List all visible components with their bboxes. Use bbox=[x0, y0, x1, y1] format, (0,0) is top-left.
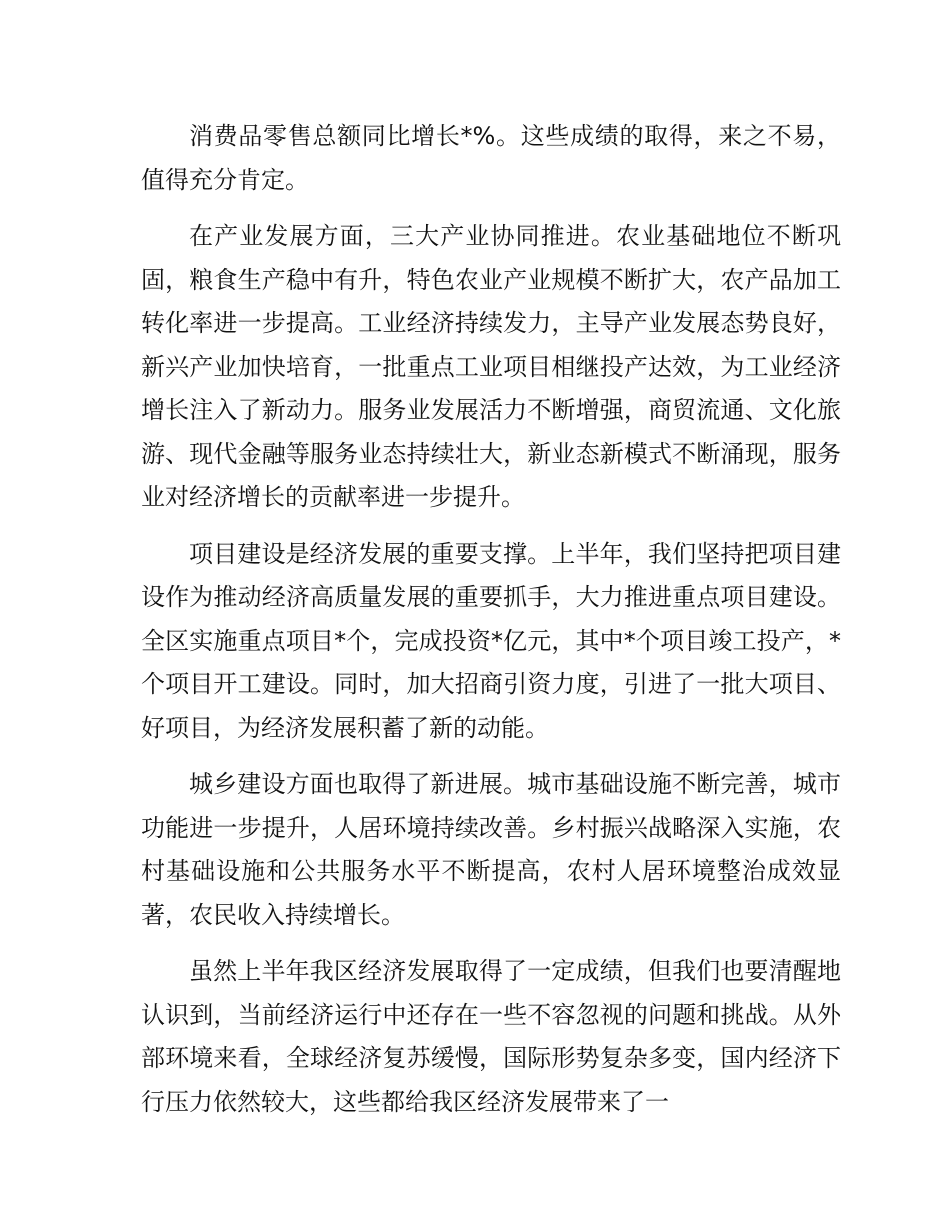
paragraph-3: 项目建设是经济发展的重要支撑。上半年，我们坚持把项目建设作为推动经济高质量发展的重要抓手，大力推进重点项目建设。全区实施重点项目*个，完成投资*亿元，其中*个项目竣工投产，*个项目开工建设。同时，加大招商引资力度，引进了一批大项目、好项目，为经济发展积蓄了新的动能。 bbox=[141, 539, 841, 742]
paragraph-5: 虽然上半年我区经济发展取得了一定成绩，但我们也要清醒地认识到，当前经济运行中还存在一些不容忽视的问题和挑战。从外部环境来看，全球经济复苏缓慢，国际形势复杂多变，国内经济下行压力依然较大，这些都给我区经济发展带来了一 bbox=[141, 957, 841, 1116]
document-body bbox=[141, 115, 841, 1137]
paragraph-2: 在产业发展方面，三大产业协同推进。农业基础地位不断巩固，粮食生产稳中有升，特色农业产业规模不断扩大，农产品加工转化率进一步提高。工业经济持续发力，主导产业发展态势良好，新兴产业加快培育，一批重点工业项目相继投产达效，为工业经济增长注入了新动力。服务业发展活力不断增强，商贸流通、文化旅游、现代金融等服务业态持续壮大，新业态新模式不断涌现，服务业对经济增长的贡献率进一步提升。 bbox=[141, 222, 841, 511]
paragraph-4: 城乡建设方面也取得了新进展。城市基础设施不断完善，城市功能进一步提升，人居环境持续改善。乡村振兴战略深入实施，农村基础设施和公共服务水平不断提高，农村人居环境整治成效显著，农民收入持续增长。 bbox=[141, 770, 841, 929]
paragraph-1: 消费品零售总额同比增长*%。这些成绩的取得，来之不易，值得充分肯定。 bbox=[141, 122, 841, 194]
